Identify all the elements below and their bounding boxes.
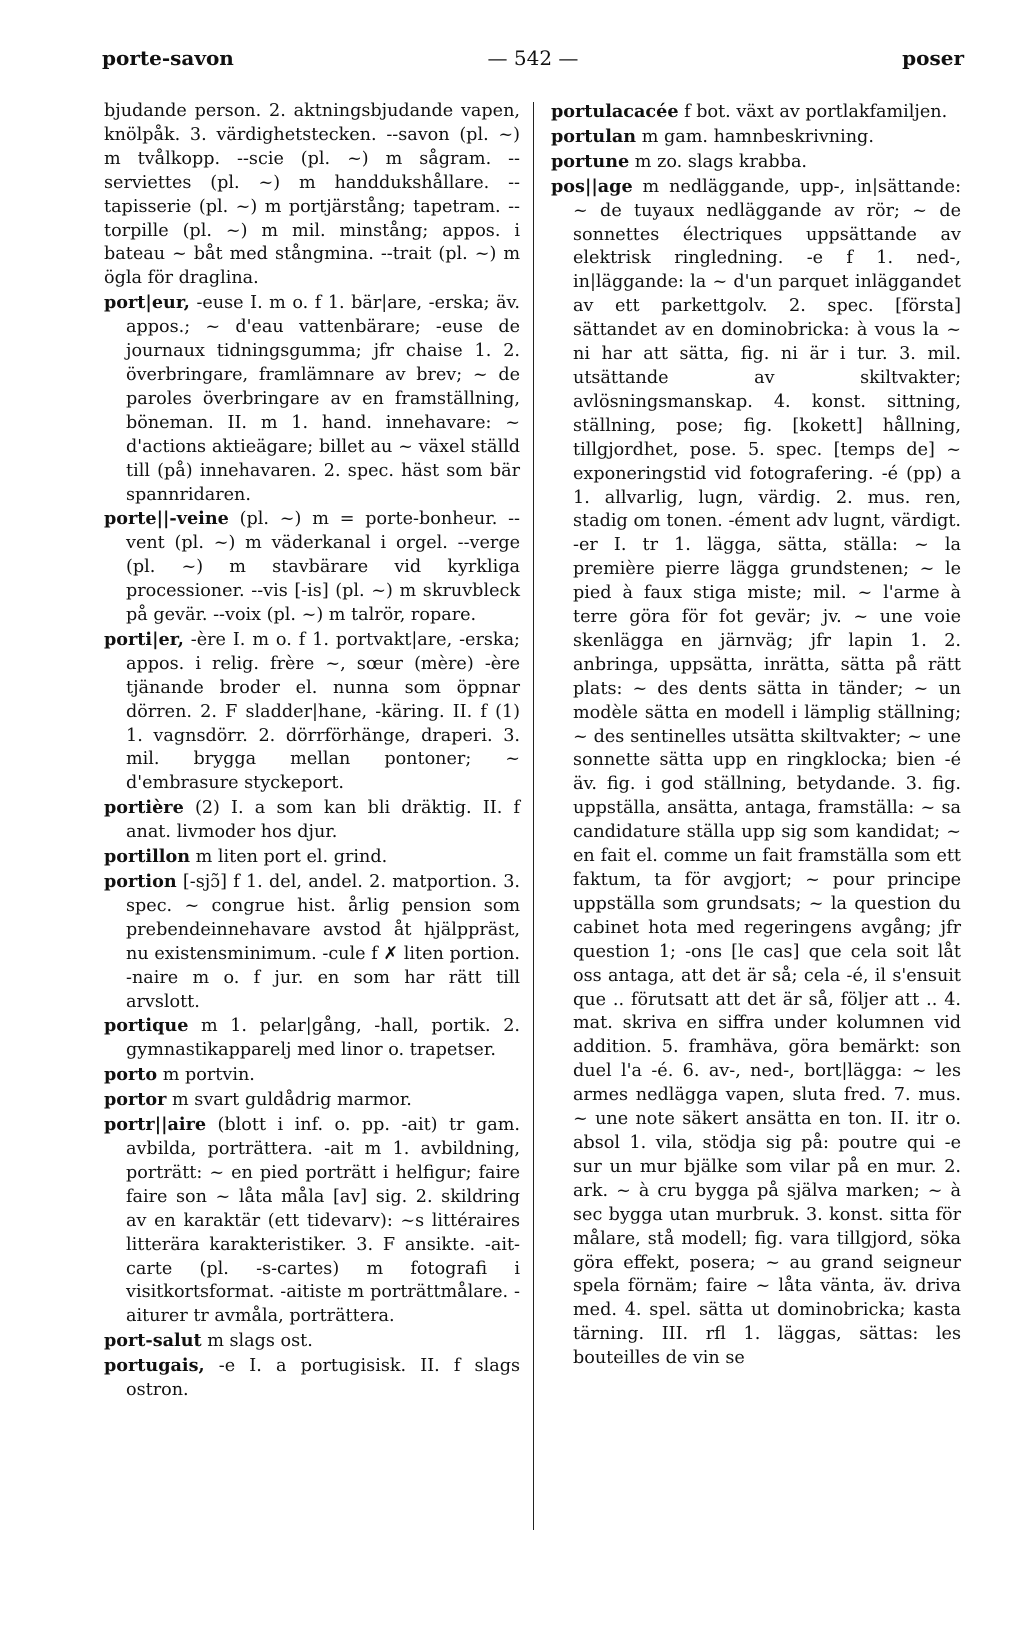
dictionary-entry [104,507,520,628]
entry-text: (2) I. a som kan bli dräktig. II. f anat. livmoder hos djur. [126,798,520,843]
dictionary-entry [551,125,961,150]
dictionary-entry [551,150,961,175]
entry-text: (pl. ~) m = porte-bonheur. --vent (pl. ~) m väderkanal i orgel. --verge (pl. ~) m stavbärare vid kyrkliga processioner. --vis [-is] (pl. ~) m skruvbleck på gevär. --voix (pl. ~) m talrör, ropare. [126,509,520,626]
entry-headword: porti|er, [104,628,184,650]
column-divider [533,102,534,1530]
entry-headword: portor [104,1089,167,1111]
entry-headword: porte||-veine [104,508,229,530]
entry-headword: portion [104,871,177,892]
entry-text: -ère I. m o. f 1. portvakt|are, -erska; appos. i relig. frère ~, sœur (mère) -ère tjänande broder el. nunna som öppnar dörren. 2. F sladder|hane, -käring. II. f (1) 1. vagnsdörr. 2. dörrförhänge, draperi. 3. mil. brygga mellan pontoner; ~ d'embrasure styckeport. [126,629,520,794]
entry-text: f bot. växt av portlakfamiljen. [678,102,948,122]
running-head-right: poser [902,46,964,70]
dictionary-entry [104,100,520,291]
entry-headword: portulan [551,125,637,147]
entry-headword: portugais, [104,1355,205,1377]
entry-headword: portique [104,1015,189,1037]
dictionary-entry [104,1113,520,1329]
dictionary-entry [104,1063,520,1088]
dictionary-entry [104,1329,520,1354]
dictionary-entry [104,628,520,796]
entry-text: m portvin. [157,1065,255,1086]
entry-text: bjudande person. 2. aktningsbjudande vapen, knölpåk. 3. värdighetstecken. --savon (pl. ~) m tvålkopp. --scie (pl. ~) m sågram. --serviettes (pl. ~) m handdukshållare. --tapisserie (pl. ~) m portjärstång; tapetram. --torpille (pl. ~) m mil. minstång; appos. i bateau ~ båt med stångmina. --trait (pl. ~) m ögla för draglina. [104,101,520,289]
entry-headword: portr||aire [104,1114,207,1136]
entry-headword: portière [104,797,184,819]
dictionary-entry [104,291,520,507]
running-head-left: porte-savon [102,46,234,70]
dictionary-entry [104,1088,520,1113]
page-header [102,46,964,82]
left-column [104,100,520,1403]
dictionary-entry [104,796,520,845]
entry-headword: portulacacée [551,101,679,122]
dictionary-entry [551,175,961,1371]
entry-text: (blott i inf. o. pp. -ait) tr gam. avbilda, porträttera. -ait m 1. avbildning, porträtt: ~ en pied porträtt i helfigur; faire faire son ~ låta måla [av] sig. 2. skildring av en karaktär (ett tidevarv): ~s littéraires litterära karakteristiker. 3. F ansikte. -ait-carte (pl. -s-cartes) m fotografi i visitkortsformat. -aitiste m porträttmålare. -aiturer tr avmåla, porträttera. [126,1115,520,1327]
entry-text: m liten port el. grind. [190,847,388,868]
entry-text: m 1. pelar|gång, -hall, portik. 2. gymnastikapparelj med linor o. trapetser. [126,1016,520,1061]
entry-headword: portillon [104,846,191,868]
entry-headword: port-salut [104,1330,202,1352]
entry-text: -e I. a portugisisk. II. f slags ostron. [126,1356,520,1401]
entry-text: m gam. hamnbeskrivning. [636,126,874,147]
dictionary-entry [104,870,520,1014]
entry-text: m zo. slags krabba. [629,151,808,172]
entry-text: m svart guldådrig marmor. [166,1090,412,1111]
dictionary-entry [104,1354,520,1403]
entry-headword: porto [104,1064,158,1086]
entry-text: -euse I. m o. f 1. bär|are, -erska; äv. appos.; ~ d'eau vattenbärare; -euse de journaux tidningsgumma; jfr chaise 1. 2. överbringare, framlämnare av brev; ~ de paroles överbringare av en framställning, böneman. II. m 1. hand. innehavare: ~ d'actions aktieägare; billet au ~ växel ställd till (på) innehavaren. 2. spec. häst som bär spannridaren. [126,293,520,505]
entry-headword: portune [551,150,630,172]
dictionary-entry [551,100,961,125]
entry-text: [-sjɔ̃] f 1. del, andel. 2. matportion. 3. spec. ~ congrue hist. årlig pension som prebendeinnehavare avstod åt hjälppräst, nu existensminimum. -cule f ✗ liten portion. -naire m o. f jur. en som har rätt till arvslott. [126,872,520,1012]
entry-headword: port|eur, [104,292,190,314]
entry-text: m nedläggande, upp-, in|sättande: ~ de tuyaux nedläggande av rör; ~ de sonnettes électriques uppsättande av elektrisk ringledning. -e f 1. ned-, in|läggande: la ~ d'un parquet inläggandet av ett parkettgolv. 2. spec. [första] sättandet av en dominobricka: à vous la ~ ni har att sätta, fig. ni är i tur. 3. mil. utsättande av skiltvakter; avlösningsmanskap. 4. konst. sittning, ställning, pose; fig. [kokett] hållning, tillgjordhet, pose. 5. spec. [temps de] ~ exponeringstid vid fotografering. -é (pp) a 1. allvarlig, lugn, värdig. 2. mus. ren, stadig om tonen. -ément adv lugnt, värdigt. -er I. tr 1. lägga, sätta, ställa: ~ la première pierre lägga grundstenen; ~ le pied à faux stiga miste; mil. ~ l'arme à terre göra för fot gevär; jv. ~ une voie skenlägga en järnväg; jfr lapin 1. 2. anbringa, uppsätta, inrätta, sätta på rätt plats: ~ des dents sätta in tänder; ~ un modèle sätta en modell i lämplig ställning; ~ des sentinelles utsätta skiltvakter; ~ une sonnette sätta upp en ringklocka; bien -é äv. fig. i god ställning, betydande. 3. fig. uppställa, ansätta, antaga, framställa: ~ sa candidature ställa upp sig som kandidat; ~ en fait el. comme un fait framställa som ett faktum, ta för avgjort; ~ pour principe uppställa som grundsats; ~ la question du cabinet hota med regeringens avgång; jfr question 1; -ons [le cas] que cela soit låt oss antaga, att det är så; cela -é, il s'ensuit que .. förutsatt att det är så, följer att .. 4. mat. skriva en siffra under kolumnen vid addition. 5. framhäva, göra bemärkt: son duel l'a -é. 6. av-, ned-, bort|lägga: ~ les armes nedlägga vapen, sluta fred. 7. mus. ~ une note säkert ansätta en ton. II. itr o. absol 1. vila, stödja sig på: poutre qui -e sur un mur bjälke som vilar på en mur. 2. ark. ~ à cru bygga på själva marken; ~ à sec bygga utan murbruk. 3. konst. sitta för målare, stå modell; fig. vara tillgjord, söka göra effekt, posera; ~ au grand seigneur spela förnäm; faire ~ låta vänta, äv. driva med. 4. spel. sätta ut dominobricka; kasta tärning. III. rfl 1. läggas, sättas: les bouteilles de vin se [573,176,961,1369]
entry-text: m slags ost. [201,1331,313,1352]
dictionary-entry [104,1014,520,1063]
right-column [551,100,961,1371]
entry-headword: pos||age [551,175,633,197]
page-number: — 542 — [487,46,579,70]
dictionary-entry [104,845,520,870]
